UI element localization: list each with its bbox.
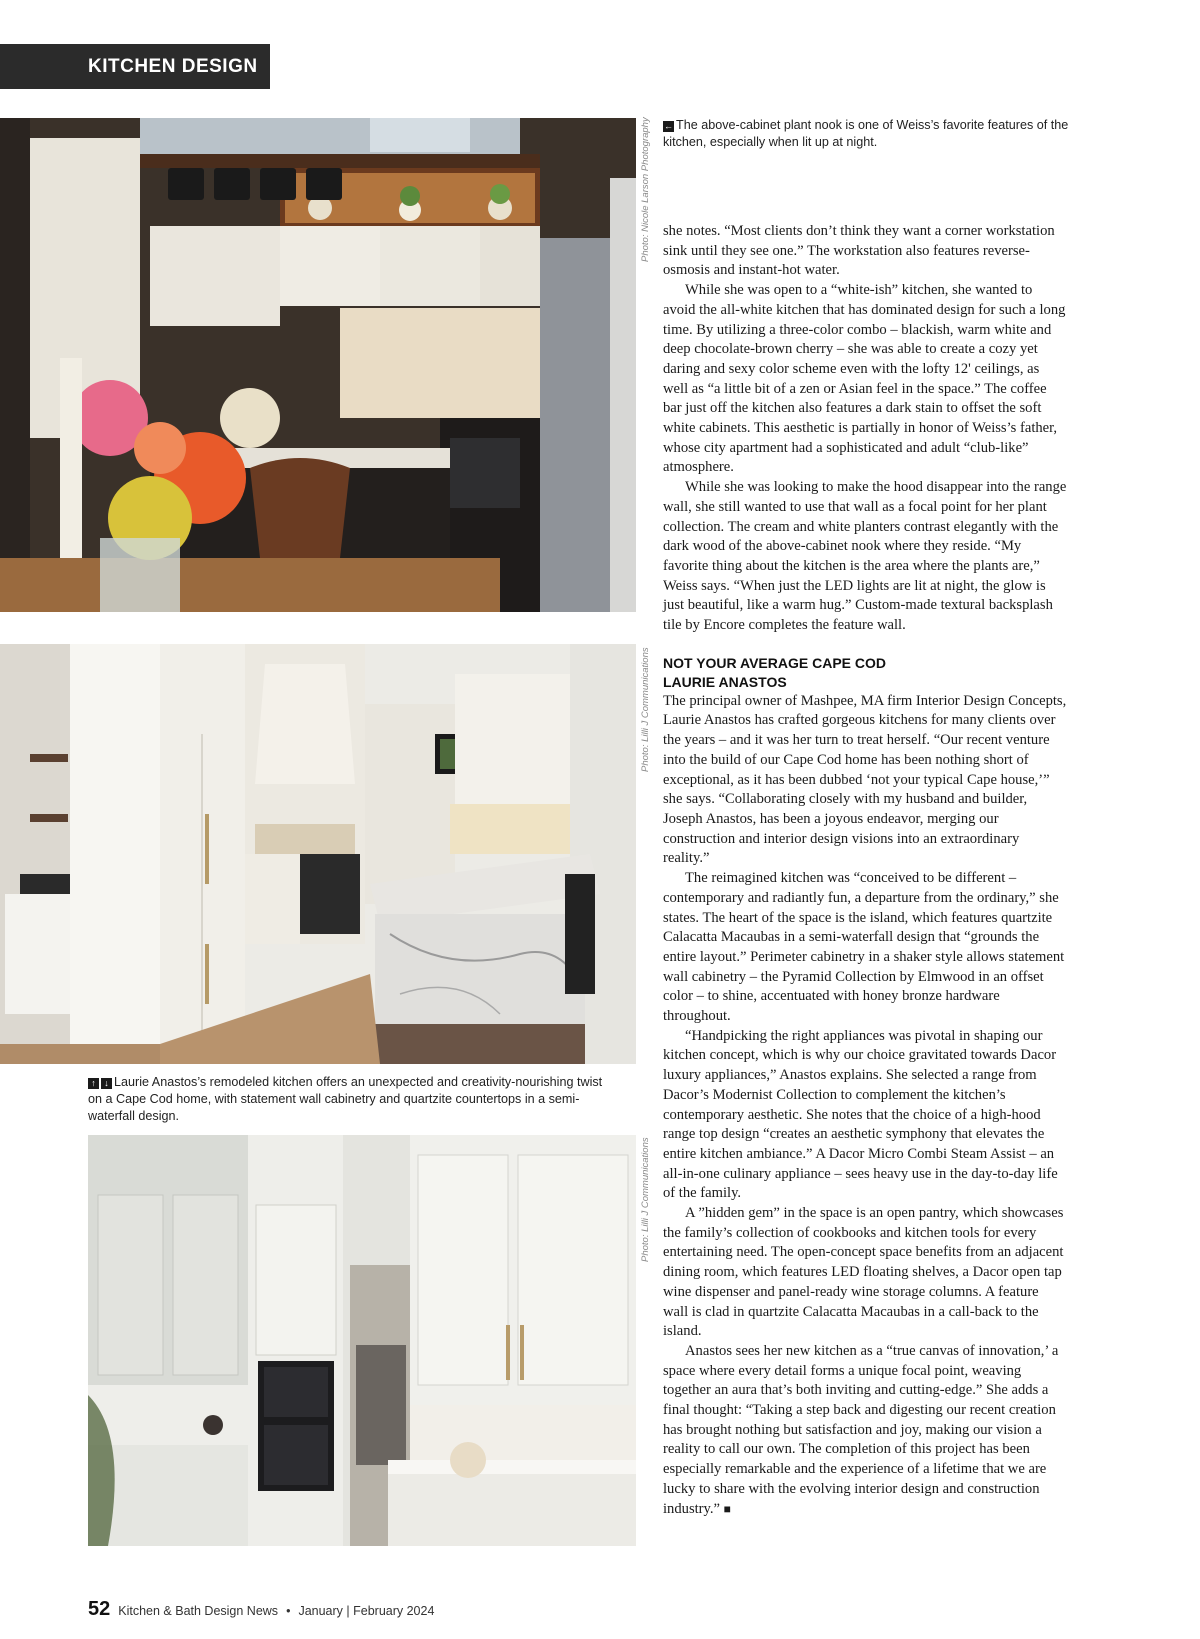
article-subheading (663, 654, 1067, 692)
article-paragraph: A ”hidden gem” in the space is an open pantry, which showcases the family’s collection of cookbooks and kitchen tools for every entertaining need. The open-concept space benefits from an adjacent dining room, which features LED floating shelves, a Dacor open tap wine dispenser and panel-ready wine storage columns. A feature wall is clad in quartzite Calacatta Macaubas in a call-back to the island. (663, 1205, 1064, 1340)
footer-separator: • (286, 1604, 291, 1618)
caption-top-text: The above-cabinet plant nook is one of Weiss’s favorite features of the kitchen, especially when lit up at night. (663, 118, 1069, 149)
kitchen-photo-middle (0, 644, 636, 1064)
caption-top (663, 117, 1073, 151)
arrow-up-icon: ↑ (88, 1078, 99, 1089)
end-mark-icon: ■ (723, 1501, 731, 1516)
photo-credit-middle: Photo: Lilli J Communications (640, 647, 651, 772)
article-body (663, 222, 1067, 1519)
caption-middle (88, 1074, 618, 1125)
caption-middle-text: Laurie Anastos’s remodeled kitchen offers an unexpected and creativity-nourishing twist on a Cape Cod home, with statement wall cabinetry and quartzite countertops in a semi-waterfall design. (88, 1075, 603, 1123)
subheading-line-1: NOT YOUR AVERAGE CAPE COD (663, 654, 886, 671)
photo-credit-top: Photo: Nicole Larson Photography (640, 117, 651, 262)
article-paragraph: While she was open to a “white-ish” kitchen, she wanted to avoid the all-white kitchen that has dominated design for such a long time. By utilizing a three-color combo – blackish, warm white and deep chocolate-brown cherry – she was able to create a cozy yet daring and sexy color scheme even with the lofty 12' ceilings, as well as “a little bit of a zen or Asian feel in the space.” The coffee bar just off the kitchen also features a dark stain to offset the soft white cabinets. This aesthetic is partially in honor of Weiss’s father, whose city apartment had a sophisticated and adult “club-like” atmosphere. (663, 282, 1066, 476)
arrow-down-icon: ↓ (101, 1078, 112, 1089)
arrow-left-icon: ← (664, 121, 673, 131)
article-final-text: Anastos sees her new kitchen as a “true canvas of innovation,’ a space where every detail forms a unique focal point, weaving together an aura that’s both inviting and cutting-edge.” She adds a final thought: “Taking a step back and digesting our recent creation has brought nothing but satisfaction and joy, making our vision a reality to call our own. The completion of this project has been especially remarkable and the experience of a lifetime that we are lucky to share with the evolving interior design and construction industry.” (663, 1342, 1059, 1517)
article-paragraph (663, 1342, 1067, 1519)
article-paragraph: she notes. “Most clients don’t think they want a corner workstation sink until they see one.” The workstation also features reverse-osmosis and instant-hot water. (663, 223, 1055, 279)
kitchen-photo-bottom (88, 1135, 636, 1546)
page-number: 52 (88, 1598, 111, 1620)
photo-credit-bottom: Photo: Lilli J Communications (640, 1137, 651, 1262)
article-paragraph: The principal owner of Mashpee, MA firm Interior Design Concepts, Laurie Anastos has crafted gorgeous kitchens for many clients over the years – and it was her turn to treat herself. “Our recent venture into the build of our Cape Cod home has been nothing short of exceptional, as it has been dubbed ‘not your typical Cape house,’” she says. “Collaborating closely with my husband and builder, Joseph Anastos, has been a joyous endeavor, merging our construction and interior design visions into an extraordinary reality.” (663, 692, 1067, 867)
publication-name: Kitchen & Bath Design News (118, 1604, 279, 1618)
subheading-line-2: LAURIE ANASTOS (663, 673, 787, 690)
article-paragraph: “Handpicking the right appliances was pivotal in shaping our kitchen concept, which is why our choice gravitated towards Dacor luxury appliances,” Anastos explains. She selected a range from Dacor’s Modernist Collection to complement the kitchen’s contemporary aesthetic. She notes that the choice of a high-hood range top design “creates an aesthetic symphony that elevates the entire kitchen ambiance.” A Dacor Micro Combi Steam Assist – an all-in-one culinary appliance – sees heavy use in the day-to-day life of the family. (663, 1027, 1058, 1202)
page-footer (88, 1598, 434, 1621)
section-tab: KITCHEN DESIGN (0, 44, 270, 89)
kitchen-photo-top (0, 118, 636, 612)
article-paragraph: The reimagined kitchen was “conceived to be different – contemporary and radiantly fun, a departure from the ordinary,” she states. The heart of the space is the island, which features quartzite Calacatta Macaubas in a semi-waterfall design that “grounds the entire layout.” Perimeter cabinetry in a shaker style allows statement wall cabinetry – the Pyramid Collection by Elmwood in an offset color – to shine, accentuated with honey bronze hardware throughout. (663, 870, 1065, 1025)
issue-date: January | February 2024 (298, 1604, 435, 1618)
article-paragraph: While she was looking to make the hood disappear into the range wall, she still wanted to use that wall as a focal point for her plant collection. The cream and white planters contrast elegantly with the dark wood of the above-cabinet nook where they reside. “My favorite thing about the kitchen is the area where the plants are,” Weiss says. “When just the LED lights are lit at night, the glow is just beautiful, like a warm hug.” Custom-made textural backsplash tile by Encore completes the feature wall. (663, 479, 1067, 634)
